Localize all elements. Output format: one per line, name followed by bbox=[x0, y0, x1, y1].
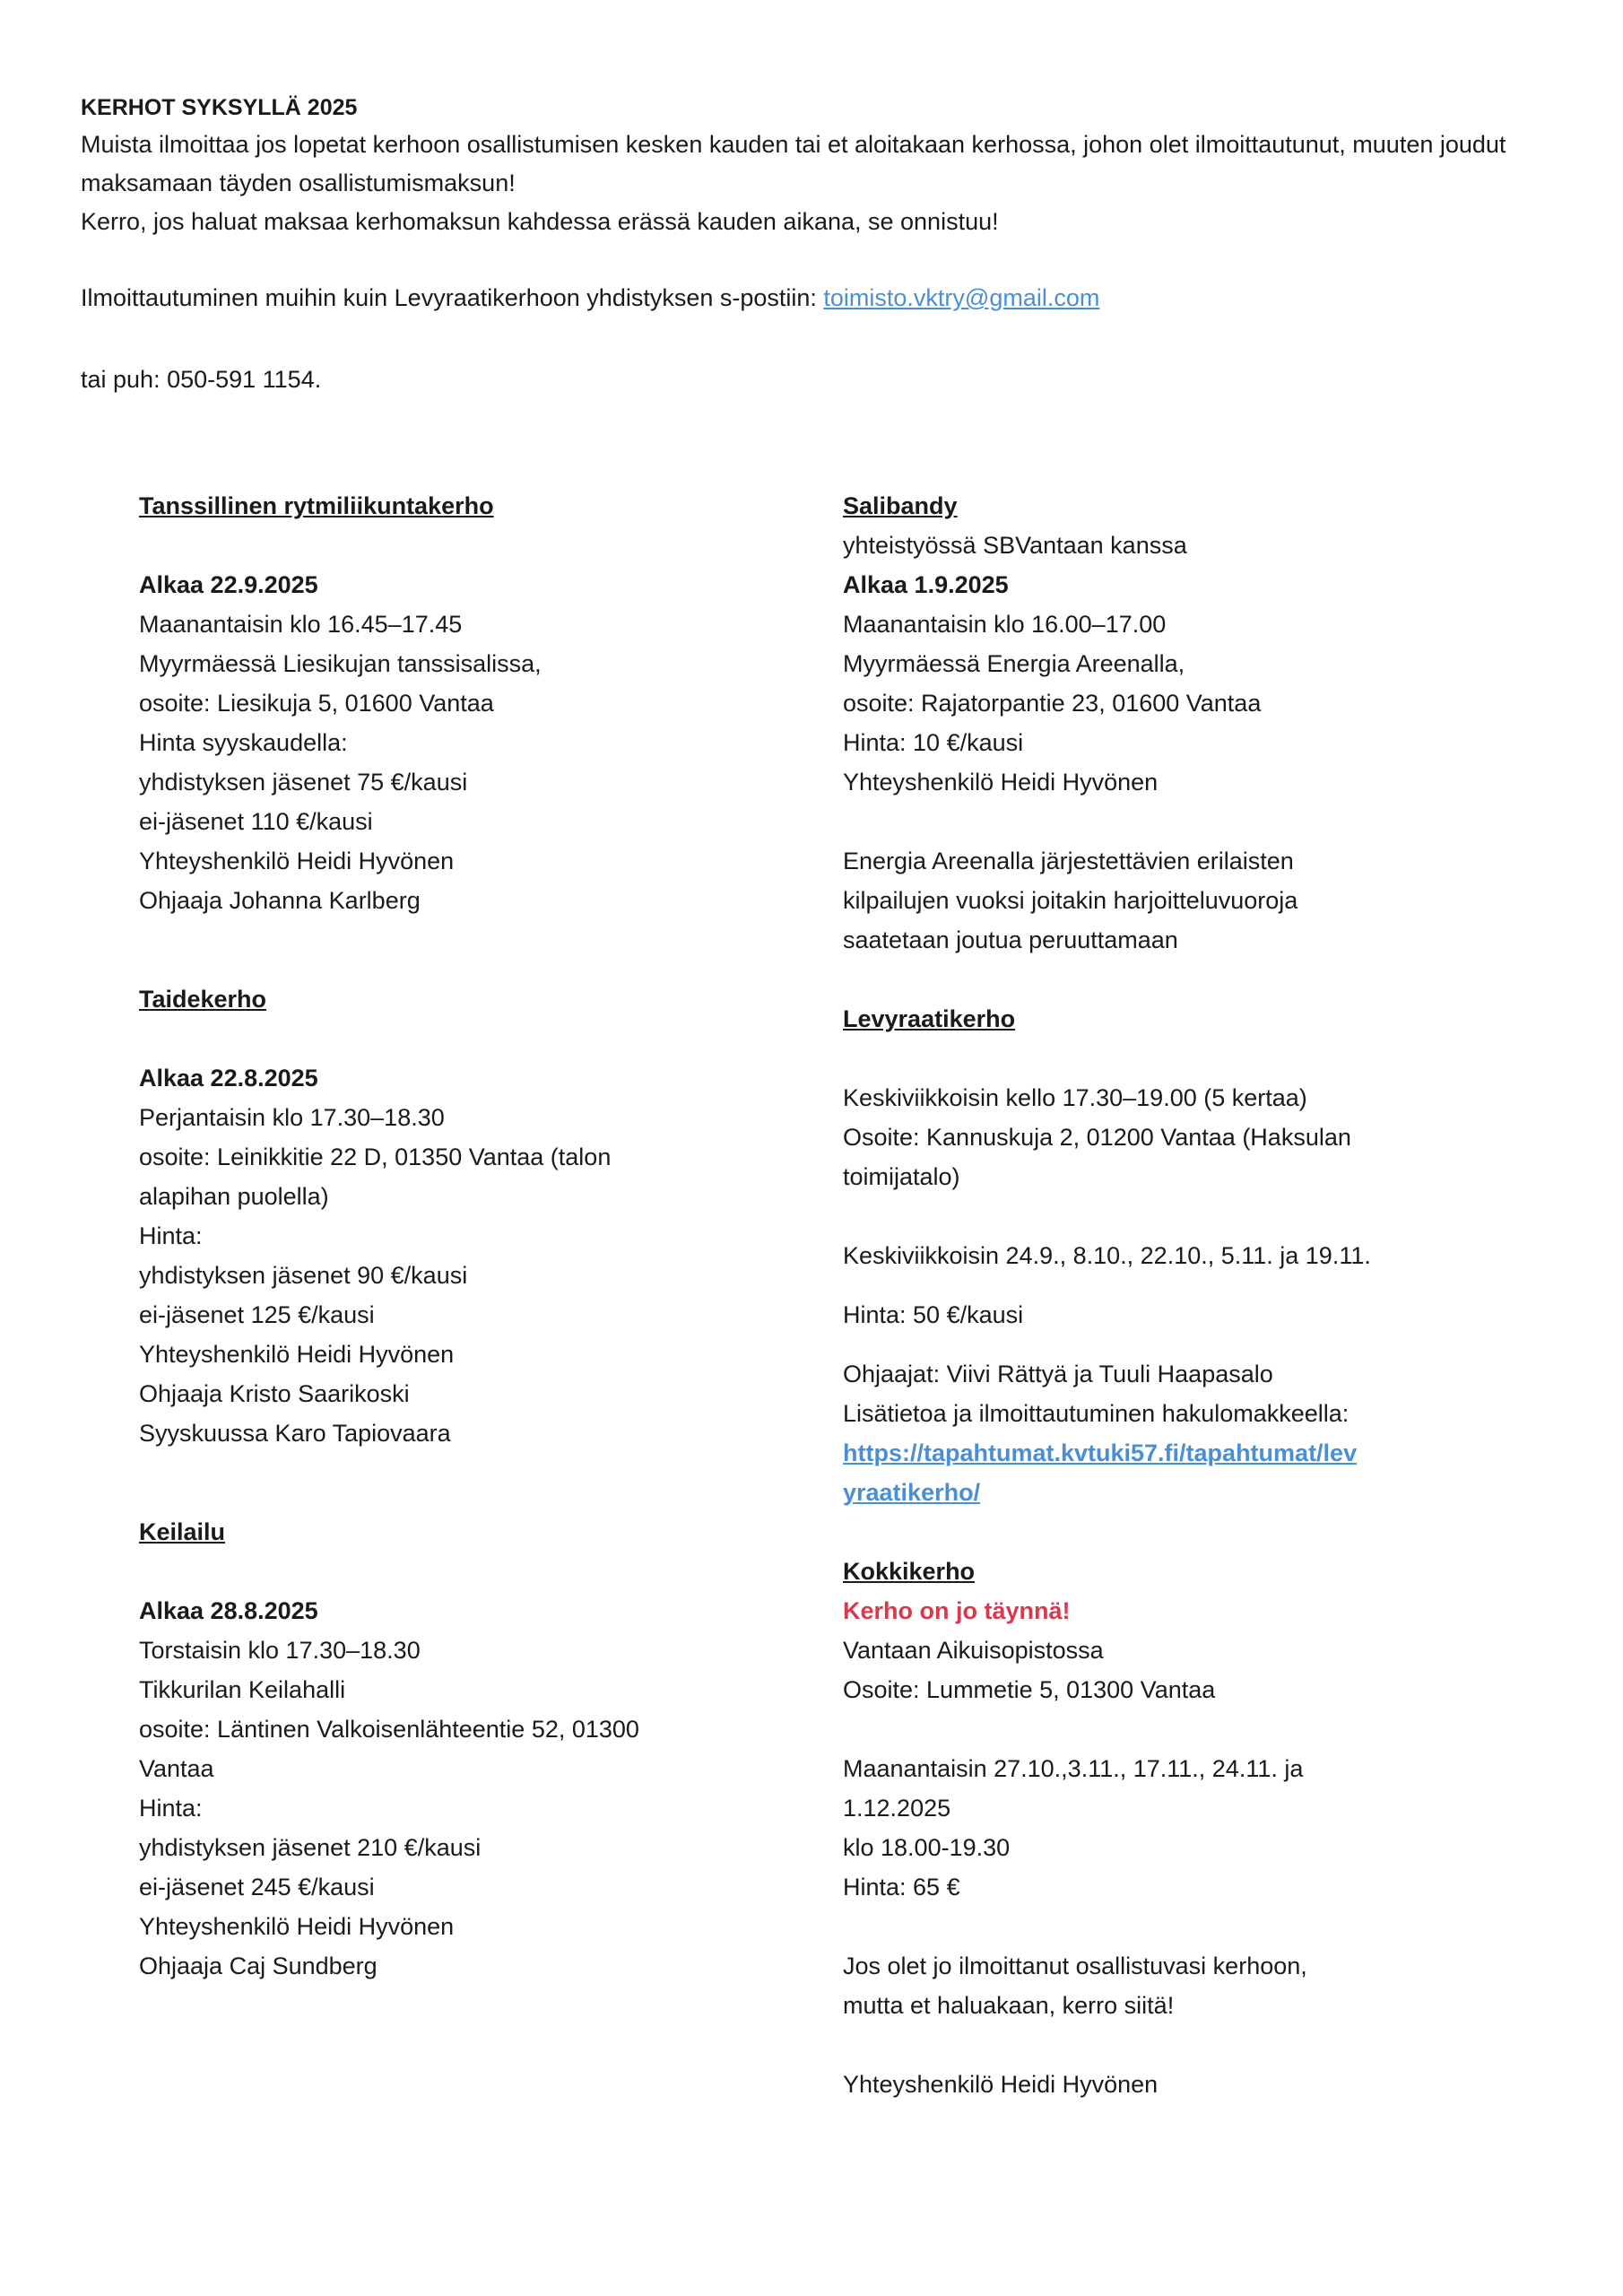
records-info: Lisätietoa ja ilmoittautuminen hakulomakkeella: bbox=[843, 1400, 1350, 1427]
cooking-note: Jos olet jo ilmoittanut osallistuvasi kerhoon, bbox=[843, 1952, 1307, 1979]
bowling-line: Ohjaaja Caj Sundberg bbox=[139, 1952, 378, 1979]
bowling-start: Alkaa 28.8.2025 bbox=[139, 1597, 318, 1624]
art-line: Ohjaaja Kristo Saarikoski bbox=[139, 1380, 410, 1407]
floorball-note: Energia Areenalla järjestettävien erilaisten bbox=[843, 848, 1294, 874]
intro-section bbox=[81, 90, 1551, 399]
floorball-line: osoite: Rajatorpantie 23, 01600 Vantaa bbox=[843, 690, 1262, 717]
art-club-start: Alkaa 22.8.2025 bbox=[139, 1065, 318, 1091]
cooking-line: Vantaan Aikuisopistossa bbox=[843, 1637, 1104, 1664]
records-instructors: Ohjaajat: Viivi Rättyä ja Tuuli Haapasalo bbox=[843, 1361, 1273, 1387]
bowling-line: Torstaisin klo 17.30–18.30 bbox=[139, 1637, 421, 1664]
bowling-line: Yhteyshenkilö Heidi Hyvönen bbox=[139, 1913, 455, 1940]
bowling-line: yhdistyksen jäsenet 210 €/kausi bbox=[139, 1834, 482, 1861]
dance-club-start: Alkaa 22.9.2025 bbox=[139, 571, 318, 598]
art-line: osoite: Leinikkitie 22 D, 01350 Vantaa (talon bbox=[139, 1144, 612, 1170]
cooking-contact: Yhteyshenkilö Heidi Hyvönen bbox=[843, 2071, 1159, 2098]
floorball-subtitle: yhteistyössä SBVantaan kanssa bbox=[843, 532, 1187, 559]
dance-line: Myyrmäessä Liesikujan tanssisalissa, bbox=[139, 650, 542, 677]
cooking-dates: Maanantaisin 27.10.,3.11., 17.11., 24.11. ja bbox=[843, 1755, 1304, 1782]
art-line: alapihan puolella) bbox=[139, 1183, 329, 1210]
floorball-note: kilpailujen vuoksi joitakin harjoitteluvuoroja bbox=[843, 887, 1298, 914]
dance-line: osoite: Liesikuja 5, 01600 Vantaa bbox=[139, 690, 494, 717]
art-line: ei-jäsenet 125 €/kausi bbox=[139, 1301, 375, 1328]
art-line: Hinta: bbox=[139, 1222, 203, 1249]
cooking-line: Osoite: Lummetie 5, 01300 Vantaa bbox=[843, 1676, 1216, 1703]
cooking-note: mutta et haluakaan, kerro siitä! bbox=[843, 1992, 1175, 2019]
document-title: KERHOT SYKSYLLÄ 2025 bbox=[81, 95, 358, 120]
right-column bbox=[843, 486, 1560, 2104]
art-line: Perjantaisin klo 17.30–18.30 bbox=[139, 1104, 445, 1131]
bowling-line: Vantaa bbox=[139, 1755, 214, 1782]
records-schedule: Osoite: Kannuskuja 2, 01200 Vantaa (Haksulan bbox=[843, 1124, 1351, 1151]
cooking-dates: klo 18.00-19.30 bbox=[843, 1834, 1011, 1861]
intro-paragraph-2: Kerro, jos haluat maksaa kerhomaksun kahdessa erässä kauden aikana, se onnistuu! bbox=[81, 208, 999, 235]
intro-paragraph-1: Muista ilmoittaa jos lopetat kerhoon osallistumisen kesken kauden tai et aloitakaan kerhossa, johon olet ilmoittautunut, muuten joudut maksamaan täyden osallistumismaksun! bbox=[81, 131, 1506, 196]
dance-line: yhdistyksen jäsenet 75 €/kausi bbox=[139, 769, 468, 796]
bowling-line: ei-jäsenet 245 €/kausi bbox=[139, 1874, 375, 1900]
dance-line: Yhteyshenkilö Heidi Hyvönen bbox=[139, 848, 455, 874]
dance-line: Hinta syyskaudella: bbox=[139, 729, 348, 756]
dance-line: Ohjaaja Johanna Karlberg bbox=[139, 887, 421, 914]
art-line: Yhteyshenkilö Heidi Hyvönen bbox=[139, 1341, 455, 1368]
cooking-club-title: Kokkikerho bbox=[843, 1558, 976, 1585]
cooking-full-notice: Kerho on jo täynnä! bbox=[843, 1597, 1071, 1624]
records-price: Hinta: 50 €/kausi bbox=[843, 1301, 1024, 1328]
bowling-line: osoite: Läntinen Valkoisenlähteentie 52, 01300 bbox=[139, 1716, 639, 1743]
records-schedule: toimijatalo) bbox=[843, 1163, 960, 1190]
floorball-note: saatetaan joutua peruuttamaan bbox=[843, 926, 1178, 953]
phone-line: tai puh: 050-591 1154. bbox=[81, 366, 322, 393]
art-club-title: Taidekerho bbox=[139, 986, 267, 1013]
bowling-title: Keilailu bbox=[139, 1518, 226, 1545]
floorball-line: Myyrmäessä Energia Areenalla, bbox=[843, 650, 1185, 677]
records-dates: Keskiviikkoisin 24.9., 8.10., 22.10., 5.11. ja 19.11. bbox=[843, 1242, 1371, 1269]
dance-line: Maanantaisin klo 16.45–17.45 bbox=[139, 611, 463, 638]
records-club-title: Levyraatikerho bbox=[843, 1005, 1016, 1032]
records-schedule: Keskiviikkoisin kello 17.30–19.00 (5 kertaa) bbox=[843, 1084, 1307, 1111]
cooking-dates: Hinta: 65 € bbox=[843, 1874, 960, 1900]
cooking-dates: 1.12.2025 bbox=[843, 1795, 951, 1822]
left-column bbox=[139, 486, 767, 1986]
art-line: Syyskuussa Karo Tapiovaara bbox=[139, 1420, 451, 1447]
floorball-line: Yhteyshenkilö Heidi Hyvönen bbox=[843, 769, 1159, 796]
dance-line: ei-jäsenet 110 €/kausi bbox=[139, 808, 373, 835]
records-signup-link-continued[interactable]: yraatikerho/ bbox=[843, 1479, 981, 1506]
floorball-title: Salibandy bbox=[843, 492, 958, 519]
art-line: yhdistyksen jäsenet 90 €/kausi bbox=[139, 1262, 468, 1289]
bowling-line: Hinta: bbox=[139, 1795, 203, 1822]
signup-text: Ilmoittautuminen muihin kuin Levyraatikerhoon yhdistyksen s-postiin: bbox=[81, 284, 824, 311]
dance-club-title: Tanssillinen rytmiliikuntakerho bbox=[139, 492, 494, 519]
floorball-line: Maanantaisin klo 16.00–17.00 bbox=[843, 611, 1167, 638]
floorball-line: Hinta: 10 €/kausi bbox=[843, 729, 1024, 756]
email-link[interactable]: toimisto.vktry@gmail.com bbox=[823, 284, 1100, 311]
records-signup-link[interactable]: https://tapahtumat.kvtuki57.fi/tapahtumat/lev bbox=[843, 1439, 1358, 1466]
floorball-start: Alkaa 1.9.2025 bbox=[843, 571, 1009, 598]
bowling-line: Tikkurilan Keilahalli bbox=[139, 1676, 346, 1703]
signup-line bbox=[81, 279, 1551, 317]
